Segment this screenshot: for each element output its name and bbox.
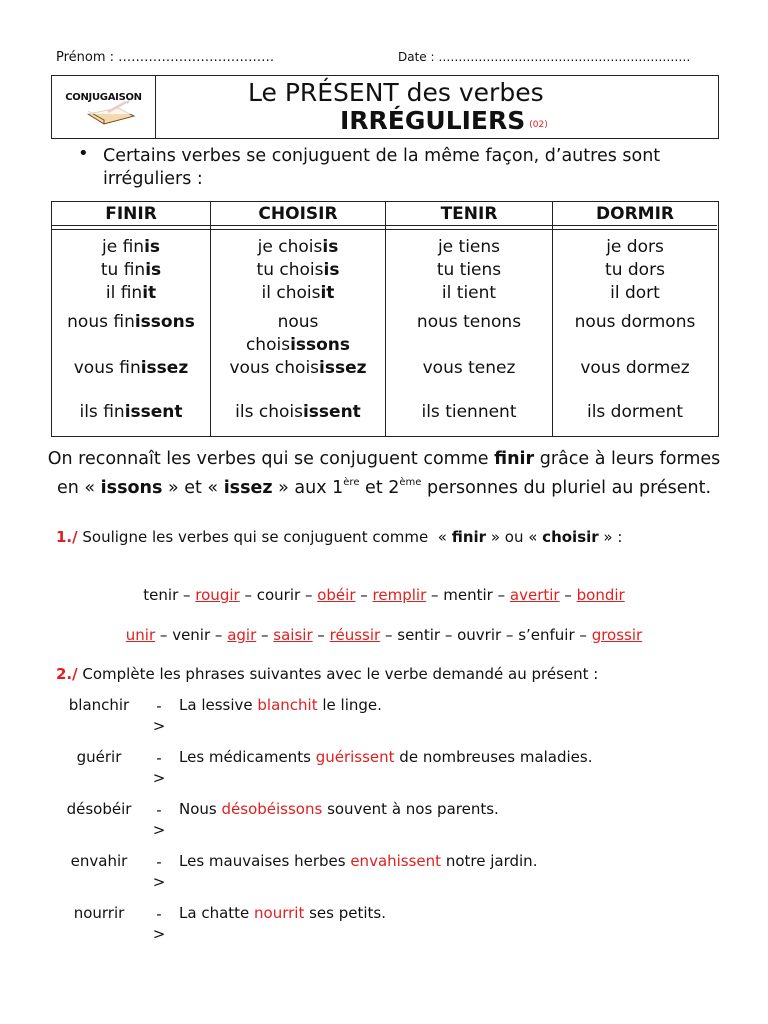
table-cell (553, 282, 717, 305)
infinitive-verb: nourrir (73, 904, 125, 922)
verb-stem: il fin (105, 283, 143, 303)
exercise2-sentence (179, 696, 382, 714)
exercise2-row (0, 904, 768, 954)
verb-ending: issent (124, 402, 183, 422)
table-cell (211, 282, 385, 305)
exercise2-sentence (179, 748, 593, 766)
table-header-gap (553, 226, 717, 230)
answer-word: agir (227, 626, 257, 644)
verb-stem: je tiens (437, 237, 501, 257)
sentence-start: Les mauvaises herbes (179, 852, 351, 870)
infinitive-verb: désobéir (66, 800, 132, 818)
answer-word: saisir (273, 626, 313, 644)
rule-sup-1: ère (343, 477, 360, 488)
verb-ending: is (322, 237, 339, 257)
rule-part: » et « (162, 478, 224, 498)
exercise2-sentence (179, 852, 537, 870)
word-separator: – (440, 626, 458, 644)
rule-part: personnes du pluriel au présent. (421, 478, 712, 498)
word-separator: – (312, 626, 330, 644)
verb-stem: vous tenez (422, 358, 516, 378)
rule-keyword-issons: issons (100, 478, 163, 498)
rule-keyword-finir: finir (494, 449, 535, 469)
intro-text: Certains verbes se conjuguent de la même façon, d’autres sont irréguliers : (103, 146, 661, 189)
bullet-icon: • (78, 143, 89, 164)
rule-part: » aux 1 (272, 478, 344, 498)
arrow-head: > (152, 873, 166, 891)
table-cell (553, 259, 717, 282)
conjugation-table (51, 201, 719, 437)
verb-stem: il dort (610, 283, 660, 303)
rule-sup-2: ème (399, 477, 422, 488)
exercise1-keyword-finir: finir (451, 528, 487, 546)
arrow-dash: - (156, 749, 162, 767)
sentence-start: Nous (179, 800, 222, 818)
verb-stem: vous chois (229, 358, 320, 378)
distractor-word: venir (172, 626, 211, 644)
table-header-gap (386, 226, 552, 230)
table-cell (211, 401, 385, 424)
infinitive-verb: blanchir (68, 696, 130, 714)
word-separator: – (501, 626, 519, 644)
table-cell (211, 259, 385, 282)
date-field: Date : ……………………………………………………… (398, 50, 691, 64)
verb-ending: issez (319, 358, 367, 378)
verb-ending: is (145, 260, 162, 280)
table-cell (52, 401, 210, 424)
verb-stem: nous chois (245, 312, 319, 355)
verb-ending: issent (302, 402, 361, 422)
table-cell (211, 311, 385, 357)
rule-keyword-issez: issez (223, 478, 273, 498)
exercise1-text: » : (598, 528, 623, 546)
table-column-header: DORMIR (553, 202, 717, 226)
table-column (52, 202, 210, 436)
table-cell (211, 236, 385, 259)
table-column-header: CHOISIR (211, 202, 385, 226)
answer-word: remplir (372, 586, 427, 604)
table-cell (52, 259, 210, 282)
word-separator: – (380, 626, 398, 644)
verb-stem: ils chois (235, 402, 303, 422)
table-cell (553, 311, 717, 334)
conjugated-answer: nourrit (254, 904, 305, 922)
verb-stem: tu dors (605, 260, 665, 280)
arrow-head: > (152, 717, 166, 735)
table-cell (553, 401, 717, 424)
arrow-head: > (152, 925, 166, 943)
table-cell (553, 357, 717, 380)
verb-stem: nous fin (67, 312, 135, 332)
table-cell (52, 282, 210, 305)
table-column-header: FINIR (52, 202, 210, 226)
distractor-word: tenir (143, 586, 179, 604)
rule-part: et 2 (359, 478, 400, 498)
exercise2-number: 2./ (56, 665, 78, 683)
verb-stem: ils dorment (586, 402, 684, 422)
arrow-dash: - (156, 801, 162, 819)
table-column (385, 202, 552, 436)
answer-word: avertir (509, 586, 560, 604)
verb-stem: nous tenons (416, 312, 522, 332)
rule-paragraph (40, 448, 728, 500)
answer-word: grossir (591, 626, 643, 644)
sentence-end: souvent à nos parents. (322, 800, 499, 818)
table-cell (52, 357, 210, 380)
answer-word: bondir (576, 586, 625, 604)
exercise2-sentence (179, 800, 499, 818)
verb-ending: issons (290, 335, 351, 355)
verb-ending: is (144, 237, 161, 257)
distractor-word: s’enfuir (518, 626, 575, 644)
arrow-head: > (152, 769, 166, 787)
answer-word: obéir (317, 586, 356, 604)
arrow-icon (152, 904, 166, 944)
verb-stem: ils tiennent (421, 402, 517, 422)
distractor-word: mentir (443, 586, 493, 604)
word-separator: – (210, 626, 228, 644)
rule-part: grâce à leurs formes en « (56, 449, 726, 498)
word-separator: – (155, 626, 173, 644)
verb-stem: tu chois (256, 260, 324, 280)
word-separator: – (492, 586, 510, 604)
arrow-icon (152, 852, 166, 892)
exercise2-text: Complète les phrases suivantes avec le verbe demandé au présent : (77, 665, 599, 683)
exercise1-word-line-1 (0, 586, 768, 604)
conjugated-answer: désobéissons (221, 800, 323, 818)
table-cell (386, 236, 552, 259)
sentence-end: notre jardin. (441, 852, 538, 870)
verb-stem: tu tiens (436, 260, 502, 280)
conjugaison-logo-icon (58, 84, 148, 128)
table-header-gap (211, 226, 385, 230)
sentence-start: La lessive (179, 696, 258, 714)
answer-word: réussir (329, 626, 381, 644)
word-separator: – (239, 586, 257, 604)
table-cell (386, 357, 552, 380)
page-title-line1: Le PRÉSENT des verbes (248, 78, 544, 107)
exercise2-question (56, 665, 736, 683)
exercise1-question (56, 527, 696, 547)
infinitive-verb: envahir (70, 852, 128, 870)
arrow-head: > (152, 821, 166, 839)
verb-ending: is (323, 260, 340, 280)
page-title-line2 (340, 106, 548, 135)
exercise2-row (0, 852, 768, 902)
table-column (210, 202, 385, 436)
exercise1-text: Souligne les verbes qui se conjuguent comme « (77, 528, 452, 546)
exercise2-row (0, 748, 768, 798)
table-header-gap (52, 226, 210, 230)
table-cell (211, 357, 385, 380)
word-separator: – (300, 586, 318, 604)
table-cell (52, 236, 210, 259)
distractor-word: ouvrir (457, 626, 502, 644)
verb-stem: je fin (101, 237, 145, 257)
title-box (51, 75, 719, 139)
table-cell (386, 401, 552, 424)
distractor-word: sentir (397, 626, 441, 644)
verb-stem: nous dormons (574, 312, 696, 332)
conjugated-answer: envahissent (350, 852, 442, 870)
arrow-dash: - (156, 853, 162, 871)
verb-stem: il chois (261, 283, 321, 303)
table-cell (386, 282, 552, 305)
word-separator: – (256, 626, 274, 644)
word-separator: – (178, 586, 196, 604)
sentence-end: ses petits. (304, 904, 387, 922)
infinitive-verb: guérir (76, 748, 122, 766)
sentence-start: Les médicaments (179, 748, 316, 766)
prenom-field: Prénom : ……………………………… (56, 50, 275, 65)
exercise1-number: 1./ (56, 528, 78, 546)
logo-text: CONJUGAISON (65, 92, 142, 103)
verb-stem: ils fin (79, 402, 125, 422)
arrow-icon (152, 800, 166, 840)
verb-stem: il tient (441, 283, 497, 303)
exercise2-row (0, 696, 768, 746)
verb-ending: it (142, 283, 157, 303)
table-cell (386, 311, 552, 334)
sentence-start: La chatte (179, 904, 255, 922)
arrow-dash: - (156, 697, 162, 715)
verb-ending: it (320, 283, 335, 303)
answer-word: rougir (195, 586, 240, 604)
distractor-word: courir (256, 586, 301, 604)
word-separator: – (355, 586, 373, 604)
verb-stem: je chois (257, 237, 323, 257)
verb-stem: vous fin (73, 358, 141, 378)
sentence-end: de nombreuses maladies. (394, 748, 593, 766)
table-cell (52, 311, 210, 334)
word-separator: – (574, 626, 592, 644)
verb-stem: tu fin (100, 260, 146, 280)
conjugated-answer: guérissent (315, 748, 395, 766)
exercise1-text: » ou « (486, 528, 543, 546)
sheet-number: (02) (529, 120, 548, 130)
rule-part: On reconnaît les verbes qui se conjuguent comme (47, 449, 495, 469)
page-title-main: IRRÉGULIERS (340, 106, 526, 135)
word-separator: – (559, 586, 577, 604)
table-column-header: TENIR (386, 202, 552, 226)
verb-stem: je dors (606, 237, 664, 257)
logo-cell (52, 76, 156, 138)
exercise2-sentence (179, 904, 386, 922)
verb-stem: vous dormez (580, 358, 690, 378)
exercise2-row (0, 800, 768, 850)
arrow-dash: - (156, 905, 162, 923)
conjugated-answer: blanchit (257, 696, 318, 714)
exercise1-keyword-choisir: choisir (542, 528, 599, 546)
arrow-icon (152, 748, 166, 788)
table-cell (386, 259, 552, 282)
verb-ending: issons (134, 312, 195, 332)
exercise1-word-line-2 (0, 626, 768, 644)
answer-word: unir (125, 626, 156, 644)
arrow-icon (152, 696, 166, 736)
word-separator: – (426, 586, 444, 604)
sentence-end: le linge. (317, 696, 382, 714)
verb-ending: issez (140, 358, 189, 378)
table-column (552, 202, 717, 436)
table-cell (553, 236, 717, 259)
